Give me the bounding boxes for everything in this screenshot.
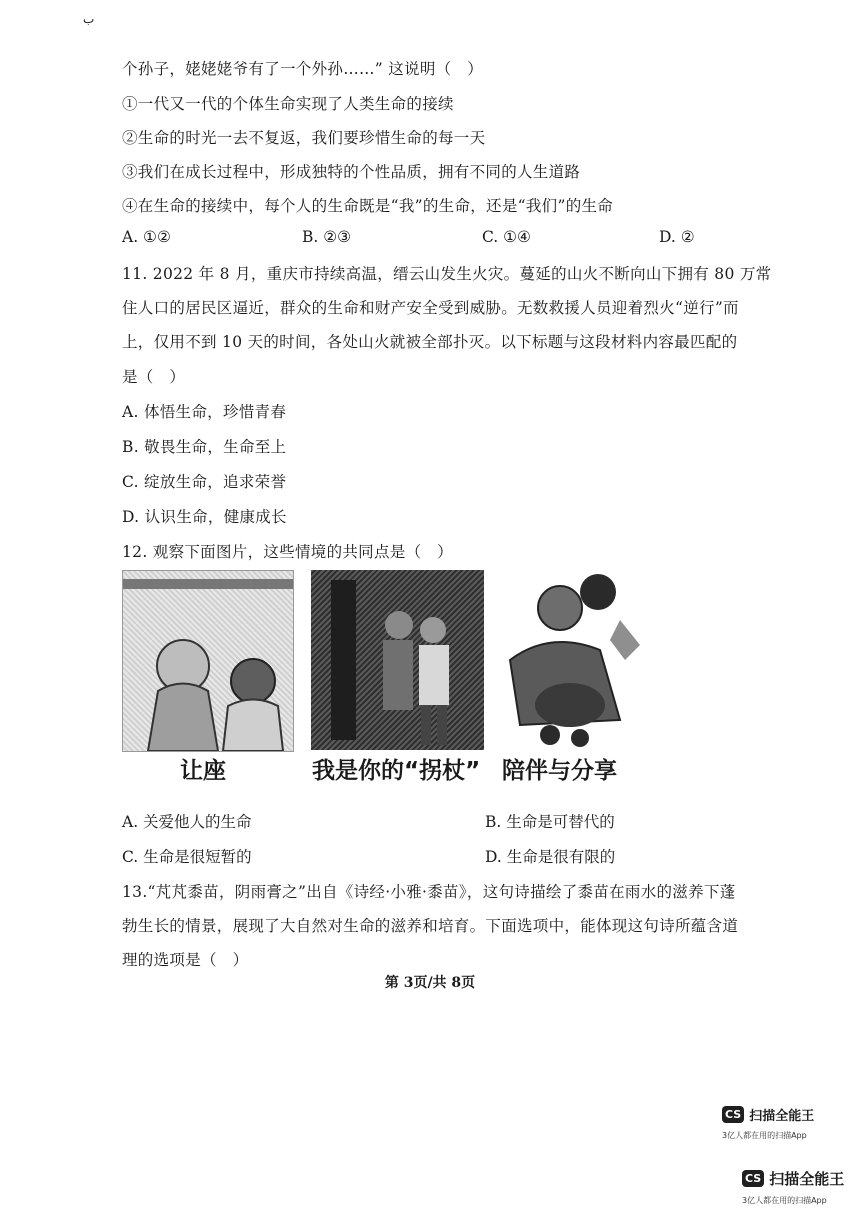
q11-option-b: B. 敬畏生命，生命至上	[122, 438, 287, 456]
q13-line-3: 理的选项是（ ）	[122, 951, 249, 969]
q11-option-c: C. 绽放生命，追求荣誉	[122, 473, 287, 491]
q10-stem-line: 个孙子，姥姥姥爷有了一个外孙……” 这说明（ ）	[122, 60, 484, 78]
caption-giving-seat: 让座	[180, 758, 226, 784]
q11-option-a: A. 体悟生命，珍惜青春	[122, 403, 287, 421]
picture-companionship	[500, 570, 650, 750]
scanner-logo	[722, 1105, 814, 1124]
q11-line-1: 11. 2022 年 8 月，重庆市持续高温，缙云山发生火灾。蔓延的山火不断向山下拥有 80 万常	[122, 265, 772, 283]
scanner-logo-2	[742, 1168, 844, 1189]
q10-option-a: A. ①②	[122, 228, 171, 246]
q10-statement-4: ④在生命的接续中，每个人的生命既是“我”的生命，还是“我们”的生命	[122, 197, 614, 215]
q10-statement-3: ③我们在成长过程中，形成独特的个性品质，拥有不同的人生道路	[122, 163, 581, 181]
cs-logo-icon-2: CS	[742, 1170, 764, 1187]
q10-option-b: B. ②③	[302, 228, 352, 246]
scanner-app-name-2: 扫描全能王	[769, 1170, 845, 1188]
q10-option-c: C. ①④	[482, 228, 531, 246]
q13-line-2: 勃生长的情景，展现了大自然对生命的滋养和培育。下面选项中，能体现这句诗所蕴含道	[122, 917, 739, 935]
corner-mark: ب	[83, 12, 95, 26]
q11-line-4: 是（ ）	[122, 368, 186, 386]
q10-statement-1: ①一代又一代的个体生命实现了人类生命的接续	[122, 95, 454, 113]
picture-giving-seat	[122, 570, 294, 752]
q12-option-d: D. 生命是很有限的	[485, 848, 616, 866]
q11-option-d: D. 认识生命，健康成长	[122, 508, 287, 526]
scanner-tagline: 3亿人都在用的扫描App	[722, 1131, 807, 1140]
q12-stem: 12. 观察下面图片，这些情境的共同点是（ ）	[122, 543, 453, 561]
q12-option-c: C. 生命是很短暂的	[122, 848, 252, 866]
q12-option-b: B. 生命是可替代的	[485, 813, 615, 831]
q12-option-a: A. 关爱他人的生命	[122, 813, 252, 831]
caption-walking-stick: 我是你的“拐杖”	[312, 758, 481, 784]
caption-companionship: 陪伴与分享	[502, 758, 617, 784]
q13-line-1: 13.“芃芃黍苗，阴雨膏之”出自《诗经·小雅·黍苗》，这句诗描绘了黍苗在雨水的滋养下蓬	[122, 883, 736, 901]
page-number: 第 3页/共 8页	[384, 975, 476, 991]
cs-logo-icon: CS	[722, 1106, 744, 1123]
q10-statement-2: ②生命的时光一去不复返，我们要珍惜生命的每一天	[122, 129, 486, 147]
q11-line-3: 上，仅用不到 10 天的时间，各处山火就被全部扑灭。以下标题与这段材料内容最匹配的	[122, 333, 738, 351]
picture-walking-stick	[311, 570, 484, 750]
scanner-tagline-2: 3亿人都在用的扫描App	[742, 1196, 827, 1205]
q10-option-d: D. ②	[659, 228, 695, 246]
scanner-app-name: 扫描全能王	[749, 1109, 815, 1124]
q11-line-2: 住人口的居民区逼近，群众的生命和财产安全受到威胁。无数救援人员迎着烈火“逆行”而	[122, 299, 739, 317]
